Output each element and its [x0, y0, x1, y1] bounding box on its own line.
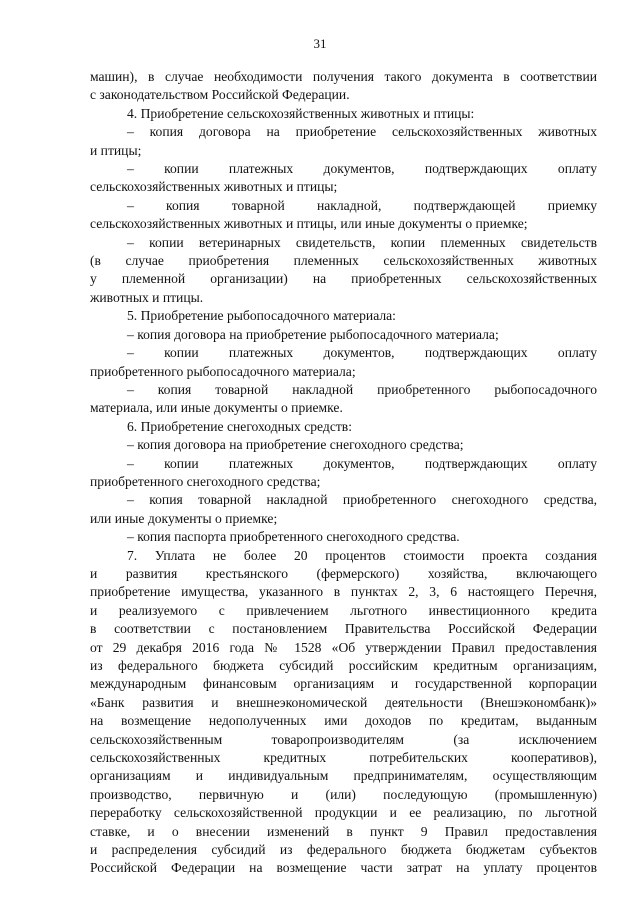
text-line: и развития крестьянского (фермерского) хозяйства, включающего — [90, 565, 597, 581]
text-line: – копия товарной накладной, подтверждающей приемку — [127, 197, 597, 213]
text-line: приобретенного снегоходного средства; — [90, 473, 321, 489]
text-line: от 29 декабря 2016 года № 1528 «Об утверждении Правил предоставления — [90, 639, 597, 655]
text-line: или иные документы о приемке; — [90, 510, 278, 526]
text-line: животных и птицы. — [90, 289, 204, 305]
text-line: 7. Уплата не более 20 процентов стоимости проекта создания — [127, 547, 597, 563]
text-line: международным финансовым организациям и государственной корпорации — [90, 676, 597, 692]
text-line: машин), в случае необходимости получения такого документа в соответствии — [90, 69, 597, 84]
text-line: с законодательством Российской Федерации. — [90, 87, 350, 103]
text-line: – копия договора на приобретение сельскохозяйственных животных — [127, 124, 597, 140]
text-line: организациям и индивидуальным предпринимателям, осуществляющим — [90, 768, 597, 784]
text-line: сельскохозяйственных кредитных потребительских кооперативов), — [90, 750, 597, 766]
text-line: приобретенного рыбопосадочного материала; — [90, 363, 356, 379]
text-line: – копия товарной накладной приобретенного снегоходного средства, — [127, 492, 597, 508]
text-line: сельскохозяйственным товаропроизводителям (за исключением — [90, 731, 597, 747]
document-body — [90, 68, 597, 878]
text-line: – копия товарной накладной приобретенного рыбопосадочного — [127, 381, 597, 397]
text-line: 6. Приобретение снегоходных средств: — [127, 418, 352, 434]
text-line: на возмещение недополученных ими доходов по кредитам, выданным — [90, 713, 597, 729]
text-line: у племенной организации) на приобретенных сельскохозяйственных — [90, 271, 597, 287]
text-line: – копии платежных документов, подтверждающих оплату — [127, 345, 597, 361]
text-line: ставке, и о внесении изменений в пункт 9 Правил предоставления — [90, 823, 597, 839]
text-line: сельскохозяйственных животных и птицы; — [90, 179, 338, 195]
text-line: в соответствии с постановлением Правительства Российской Федерации — [90, 621, 597, 637]
text-line: Российской Федерации на возмещение части затрат на уплату процентов — [90, 860, 597, 876]
text-line: 5. Приобретение рыбопосадочного материала: — [127, 308, 396, 324]
text-line: и реализуемого с привлечением льготного инвестиционного кредита — [90, 602, 597, 618]
text-line: – копии платежных документов, подтверждающих оплату — [127, 161, 597, 177]
text-line: переработку сельскохозяйственной продукции и ее реализацию, по льготной — [90, 805, 597, 821]
text-line: приобретение имущества, указанного в пунктах 2, 3, 6 настоящего Перечня, — [90, 584, 597, 600]
text-line: производство, первичную и (или) последующую (промышленную) — [90, 786, 597, 802]
text-line: (в случае приобретения племенных сельскохозяйственных животных — [90, 253, 597, 269]
text-line: материала, или иные документы о приемке. — [90, 400, 343, 416]
page-number: 31 — [313, 36, 327, 51]
text-line: «Банк развития и внешнеэкономической деятельности (Внешэкономбанк)» — [90, 694, 597, 710]
text-line: и птицы; — [90, 142, 142, 158]
text-line: 4. Приобретение сельскохозяйственных животных и птицы: — [127, 105, 475, 121]
text-line: – копии платежных документов, подтверждающих оплату — [127, 455, 597, 471]
text-line: – копия паспорта приобретенного снегоходного средства. — [127, 529, 460, 545]
text-line: и распределения субсидий из федерального бюджета бюджетам субъектов — [90, 842, 597, 858]
text-line: – копии ветеринарных свидетельств, копии племенных свидетельств — [127, 234, 597, 250]
text-line: – копия договора на приобретение рыбопосадочного материала; — [127, 326, 499, 342]
text-line: – копия договора на приобретение снегоходного средства; — [127, 437, 464, 453]
text-line: сельскохозяйственных животных и птицы, или иные документы о приемке; — [90, 216, 528, 232]
text-line: из федерального бюджета субсидий российским кредитным организациям, — [90, 658, 597, 673]
